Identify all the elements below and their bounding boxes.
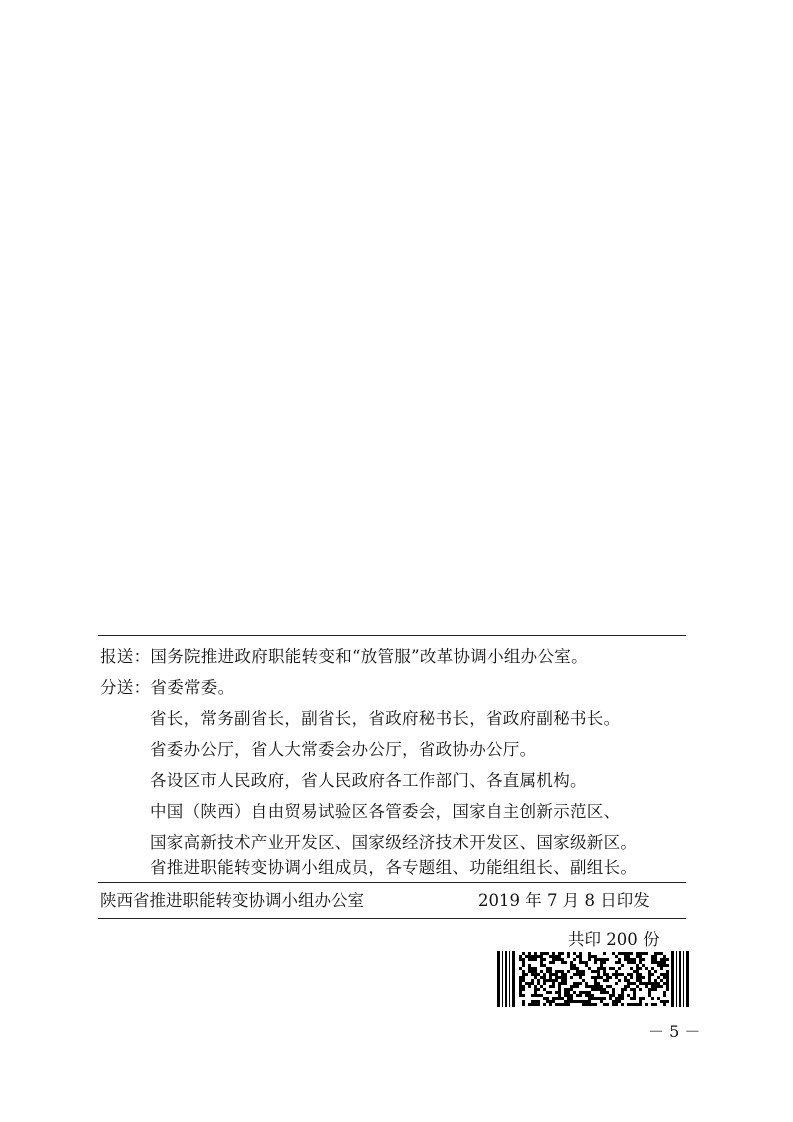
barcode-icon bbox=[497, 951, 689, 1007]
copy-recipient: 省委办公厅，省人大常委会办公厅，省政协办公厅。 bbox=[150, 740, 537, 759]
middle-rule bbox=[98, 882, 686, 883]
copy-label: 分送： bbox=[100, 678, 151, 697]
copy-recipient: 省长，常务副省长，副省长，省政府秘书长，省政府副秘书长。 bbox=[150, 709, 621, 728]
report-label: 报送： bbox=[100, 647, 151, 666]
top-rule bbox=[98, 635, 686, 636]
copy-recipient: 省委常委。 bbox=[150, 678, 235, 697]
copy-line-first bbox=[100, 678, 234, 698]
copy-recipient: 省推进职能转变协调小组成员，各专题组、功能组组长、副组长。 bbox=[150, 858, 638, 877]
report-recipient: 国务院推进政府职能转变和“放管服”改革协调小组办公室。 bbox=[150, 647, 588, 666]
issue-date: 2019 年 7 月 8 日印发 bbox=[478, 891, 650, 910]
copies-count: 共印 200 份 bbox=[568, 930, 660, 949]
copy-recipient: 国家高新技术产业开发区、国家级经济技术开发区、国家级新区。 bbox=[150, 833, 638, 852]
report-line bbox=[100, 647, 588, 667]
copy-recipient: 各设区市人民政府，省人民政府各工作部门、各直属机构。 bbox=[150, 771, 587, 790]
page-number: － 5 － bbox=[648, 1022, 701, 1041]
bottom-rule bbox=[98, 918, 686, 919]
issuing-office: 陕西省推进职能转变协调小组办公室 bbox=[100, 891, 364, 910]
copy-recipient: 中国（陕西）自由贸易试验区各管委会，国家自主创新示范区、 bbox=[150, 802, 621, 821]
